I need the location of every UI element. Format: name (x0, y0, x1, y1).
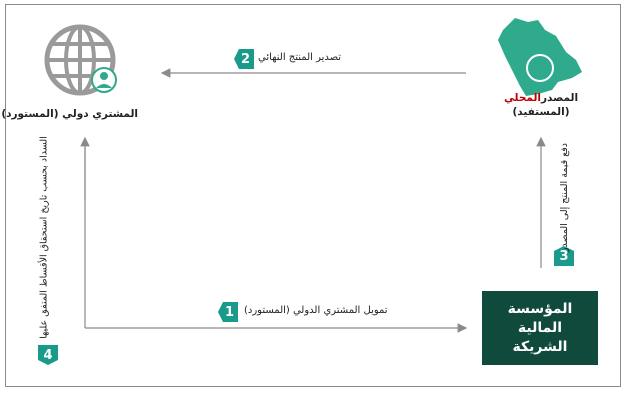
step-3-label: دفع قيمة المنتج إلى المصدر (559, 142, 571, 253)
step-1-badge: 1 (218, 302, 238, 322)
step-4-label: السداد بحسب تاريخ استحقاق الأقساط المتفق عليها (38, 136, 50, 339)
buyer-label: المشتري دولي (المستورد) (1, 108, 138, 120)
source-label-part1: المصدر (541, 92, 579, 104)
step-4-badge: 4 (38, 345, 58, 365)
institution-line1: المؤسسة (507, 300, 573, 317)
partner-institution-box (482, 291, 598, 365)
institution-line2: المالية (517, 319, 563, 336)
source-sublabel: (المستفيد) (512, 106, 570, 118)
saudi-map-icon (498, 18, 582, 96)
step-2-label: تصدير المنتج النهائي (258, 52, 342, 63)
person-icon (92, 68, 116, 92)
institution-line3: الشريكة (512, 338, 568, 355)
step-2-badge: 2 (234, 49, 254, 69)
step-1-label: تمويل المشتري الدولي (المستورد) (244, 305, 388, 316)
source-label-part2: المحلي (503, 92, 541, 104)
source-label (492, 92, 590, 104)
step-3-badge: 3 (554, 246, 574, 266)
